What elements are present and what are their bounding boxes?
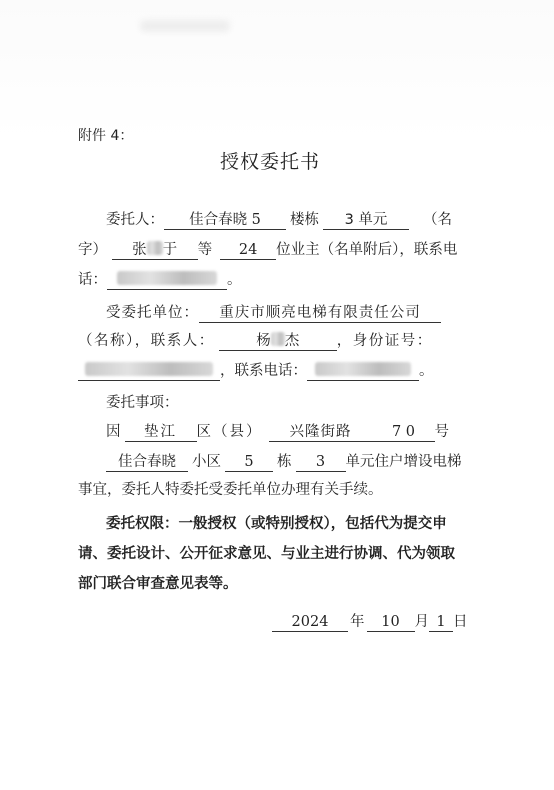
redaction xyxy=(117,271,217,285)
principal-deng: 等 xyxy=(197,242,213,258)
matters-label: 委托事项： xyxy=(106,395,179,411)
principal-phone-field xyxy=(107,271,227,290)
agent-id-label: ，身份证号： xyxy=(336,333,433,349)
matters-district-suffix: 区（县） xyxy=(196,424,263,440)
date-day-label: 日 xyxy=(453,614,468,630)
matters-line-1 xyxy=(106,422,449,442)
date-day: 1 xyxy=(429,613,453,632)
authority-line-1 xyxy=(106,514,447,534)
agent-label: 受委托单位： xyxy=(106,305,199,321)
matters-unit-suffix: 单元住户增设电梯 xyxy=(345,454,462,470)
date-year: 2024 xyxy=(272,613,348,632)
principal-owner-text: 位业主（名单附后），联系电 xyxy=(276,242,458,258)
matters-community-suffix: 小区 xyxy=(192,454,221,470)
matters-street: 兴隆街路 xyxy=(269,423,373,442)
principal-surname-a: 张 xyxy=(132,242,147,258)
principal-phone-prefix: 话： xyxy=(78,272,107,288)
agent-phone-field xyxy=(307,362,419,381)
agent-phone-end: 。 xyxy=(419,363,434,379)
matters-line-2 xyxy=(106,452,462,472)
date-year-label: 年 xyxy=(350,614,365,630)
agent-phone-label: ，联系电话： xyxy=(220,363,307,379)
date-month: 10 xyxy=(367,613,415,632)
agent-name-label: （名称），联系人： xyxy=(78,333,215,349)
authority-line-2: 请、委托设计、公开征求意见、与业主进行协调、代为领取 xyxy=(78,546,455,562)
matters-district: 垫江 xyxy=(125,423,197,442)
scan-mark xyxy=(140,20,230,32)
matters-building-suffix: 栋 xyxy=(277,454,292,470)
redaction xyxy=(85,362,213,376)
authority-label: 委托权限： xyxy=(106,516,179,532)
attachment-label: 附件 4： xyxy=(78,128,134,144)
matters-building: 5 xyxy=(225,453,273,472)
date-month-label: 月 xyxy=(414,614,429,630)
authority-line-3: 部门联合审查意见表等。 xyxy=(78,576,238,592)
agent-contact-a: 杨 xyxy=(256,333,271,349)
agent-contact-field xyxy=(219,332,337,351)
principal-building-suffix: 楼栋 xyxy=(290,212,319,228)
matters-closing: 事宜，委托人特委托受委托单位办理有关手续。 xyxy=(78,482,383,498)
date-line xyxy=(272,612,468,632)
matters-unit: 3 xyxy=(296,453,346,472)
redaction xyxy=(271,332,285,346)
principal-line-3 xyxy=(78,270,242,290)
principal-name-word: 字） xyxy=(78,242,107,258)
matters-number-suffix: 号 xyxy=(434,424,449,440)
matters-number: 7 0 xyxy=(373,423,435,442)
redaction xyxy=(147,241,163,255)
principal-name-open: （名 xyxy=(423,212,452,228)
authority-text-1: 一般授权（或特别授权），包括代为提交申 xyxy=(178,516,447,532)
principal-community: 佳合春晓 5 xyxy=(164,211,286,230)
principal-surname-b: 于 xyxy=(162,242,178,258)
principal-label: 委托人： xyxy=(106,212,164,228)
agent-line-1 xyxy=(106,303,441,323)
principal-phone-end: 。 xyxy=(227,272,242,288)
agent-company: 重庆市顺亮电梯有限责任公司 xyxy=(199,304,441,323)
redaction xyxy=(315,362,411,376)
agent-contact-b: 杰 xyxy=(284,333,300,349)
principal-line-1 xyxy=(106,210,452,230)
principal-name-field xyxy=(112,241,198,260)
principal-line-2 xyxy=(78,240,457,260)
matters-community: 佳合春晓 xyxy=(106,453,188,472)
matters-yin: 因 xyxy=(106,424,121,440)
agent-line-2 xyxy=(78,331,433,351)
agent-line-3 xyxy=(78,361,434,381)
principal-owner-count: 24 xyxy=(220,241,276,260)
principal-unit: 3 单元 xyxy=(323,211,409,230)
agent-id-field xyxy=(78,362,220,381)
page-title: 授权委托书 xyxy=(220,151,321,173)
